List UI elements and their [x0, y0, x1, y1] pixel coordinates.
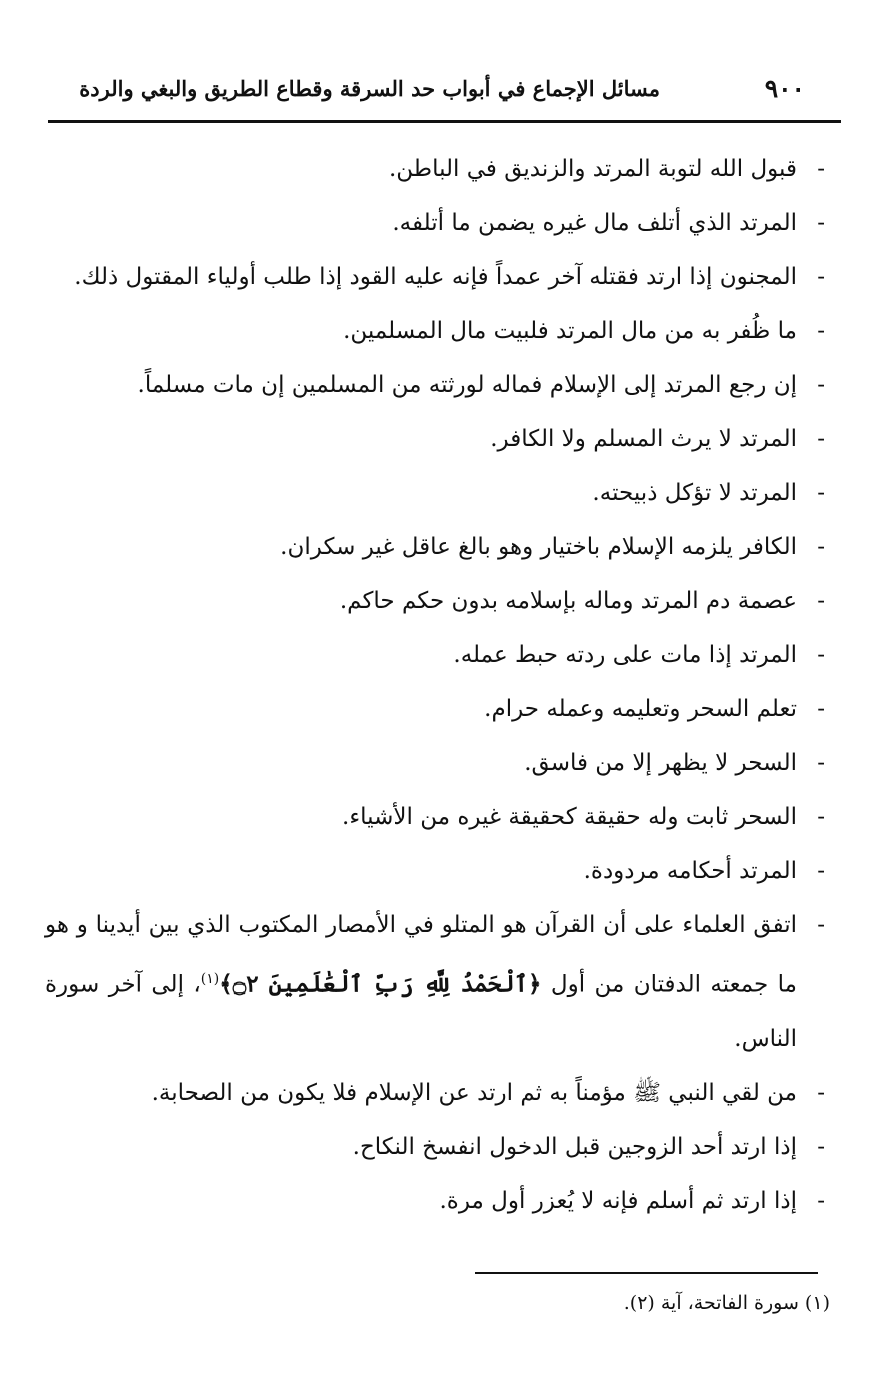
- item-dash: -: [817, 696, 825, 722]
- list-item: [45, 466, 825, 520]
- list-item: [45, 412, 825, 466]
- list-item: [45, 142, 825, 196]
- item-dash: -: [817, 804, 825, 830]
- item-text: من لقي النبي ﷺ مؤمناً به ثم ارتد عن الإسلام فلا يكون من الصحابة.: [151, 1079, 797, 1106]
- item-text: إن رجع المرتد إلى الإسلام فماله لورثته من المسلمين إن مات مسلماً.: [137, 372, 797, 398]
- item-dash: -: [817, 1187, 825, 1214]
- item-dash: -: [817, 210, 825, 236]
- item-text: السحر لا يظهر إلا من فاسق.: [524, 750, 797, 776]
- item-text-before: اتفق العلماء على أن القرآن هو المتلو في الأمصار المكتوب الذي بين أيدينا و هو ما جمعته الدفتان من أول: [45, 912, 797, 998]
- item-text: المرتد أحكامه مردودة.: [583, 858, 797, 884]
- item-dash: -: [817, 156, 825, 182]
- item-text: ما ظُفر به من مال المرتد فلبيت مال المسلمين.: [343, 318, 797, 344]
- item-dash: -: [817, 912, 825, 938]
- list-item: [45, 250, 825, 304]
- item-dash: -: [817, 642, 825, 668]
- item-dash: -: [817, 426, 825, 452]
- item-dash: -: [817, 480, 825, 506]
- list-item: [45, 358, 825, 412]
- list-item: [45, 844, 825, 898]
- list-item: [45, 1066, 825, 1120]
- list-item: [45, 790, 825, 844]
- list-item: [45, 736, 825, 790]
- page-header: [40, 70, 845, 110]
- item-text-after: ، إلى آخر سورة الناس.: [45, 971, 797, 1052]
- item-dash: -: [817, 318, 825, 344]
- item-text: عصمة دم المرتد وماله بإسلامه بدون حكم حاكم.: [339, 588, 797, 614]
- page-number: ٩٠٠: [764, 74, 805, 103]
- footnote: (١) سورة الفاتحة، آية (٢).: [623, 1292, 830, 1314]
- item-text: المرتد لا تؤكل ذبيحته.: [592, 480, 797, 506]
- item-text: المرتد لا يرث المسلم ولا الكافر.: [490, 426, 797, 452]
- consensus-list: [45, 142, 825, 1228]
- footnote-reference[interactable]: (١): [200, 971, 220, 987]
- item-dash: -: [817, 534, 825, 560]
- item-dash: -: [817, 372, 825, 398]
- list-item: [45, 520, 825, 574]
- list-item: [45, 1174, 825, 1228]
- item-dash: -: [817, 858, 825, 884]
- item-text: الكافر يلزمه الإسلام باختيار وهو بالغ عاقل غير سكران.: [280, 534, 797, 560]
- item-text: تعلم السحر وتعليمه وعمله حرام.: [484, 696, 797, 722]
- running-title: مسائل الإجماع في أبواب حد السرقة وقطاع الطريق والبغي والردة: [79, 76, 660, 101]
- item-text: السحر ثابت وله حقيقة كحقيقة غيره من الأشياء.: [342, 804, 797, 830]
- item-text: المرتد الذي أتلف مال غيره يضمن ما أتلفه.: [392, 210, 797, 236]
- list-item: [45, 628, 825, 682]
- header-rule: [48, 120, 841, 123]
- item-text: المرتد إذا مات على ردته حبط عمله.: [453, 642, 797, 668]
- item-text: إذا ارتد أحد الزوجين قبل الدخول انفسخ النكاح.: [352, 1133, 797, 1160]
- list-item: [45, 574, 825, 628]
- item-dash: -: [817, 1079, 825, 1106]
- list-item: [45, 1120, 825, 1174]
- list-item: [45, 304, 825, 358]
- item-text: المجنون إذا ارتد فقتله آخر عمداً فإنه عليه القود إذا طلب أولياء المقتول ذلك.: [74, 264, 797, 290]
- item-dash: -: [817, 264, 825, 290]
- list-item-quran: [45, 898, 825, 1066]
- item-dash: -: [817, 588, 825, 614]
- item-text: إذا ارتد ثم أسلم فإنه لا يُعزر أول مرة.: [439, 1187, 797, 1214]
- list-item: [45, 682, 825, 736]
- item-text: قبول الله لتوبة المرتد والزنديق في الباطن.: [388, 156, 797, 182]
- item-dash: -: [817, 750, 825, 776]
- list-item: [45, 196, 825, 250]
- footnote-rule: [475, 1272, 818, 1274]
- item-dash: -: [817, 1133, 825, 1160]
- quran-verse: ﴿ٱلْحَمْدُ لِلَّهِ رَبِّ ٱلْعَٰلَمِينَ ۝٢﴾: [219, 970, 542, 998]
